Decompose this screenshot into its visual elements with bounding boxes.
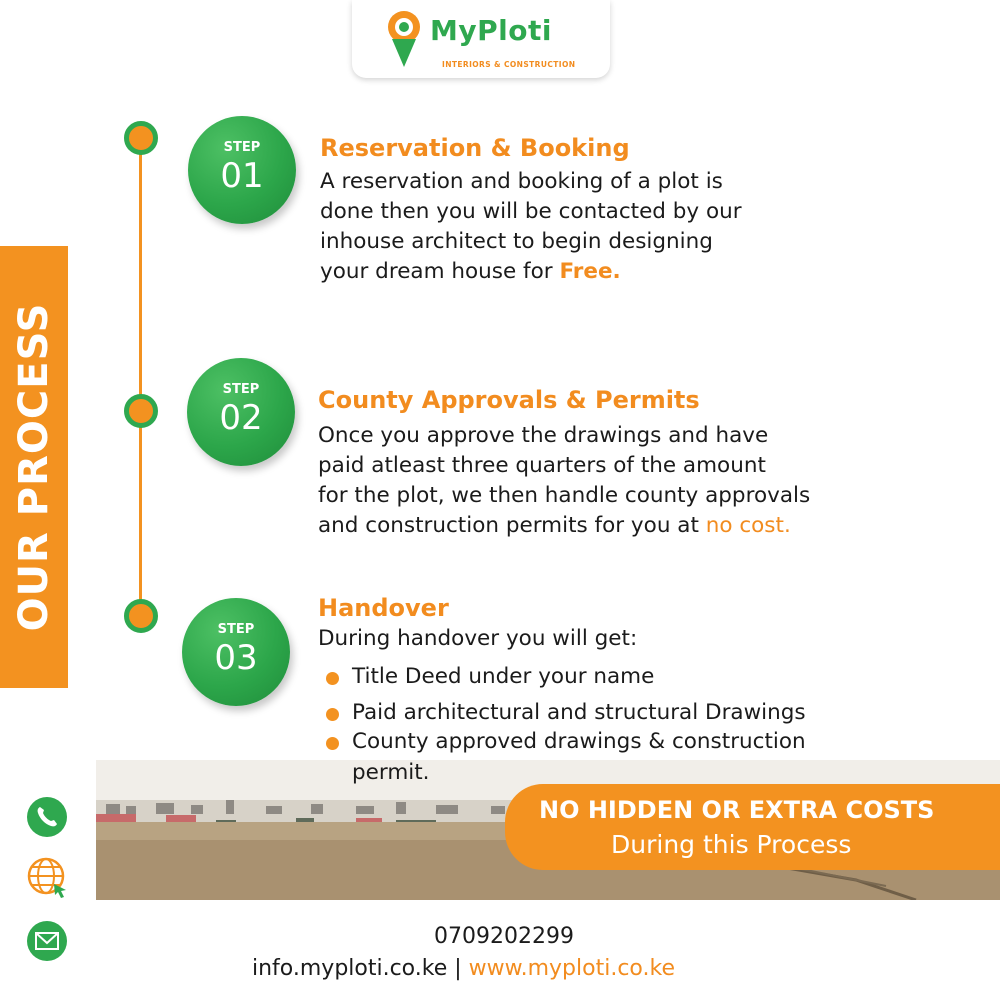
step-title: County Approvals & Permits	[318, 386, 700, 414]
step-badge	[182, 598, 290, 706]
side-title: OUR PROCESS	[11, 302, 57, 632]
bullet-dot	[326, 708, 339, 721]
separator: |	[447, 956, 469, 981]
step-title: Handover	[318, 594, 449, 622]
website-link[interactable]: www.myploti.co.ke	[468, 956, 675, 981]
email-link[interactable]: info.myploti.co.ke	[252, 956, 448, 981]
contact-icon-panel	[0, 760, 96, 1000]
step-text-line: During handover you will get:	[318, 626, 638, 651]
step-text-line: done then you will be contacted by our	[320, 199, 742, 224]
step-text-prefix: your dream house for	[320, 259, 560, 284]
banner-headline: NO HIDDEN OR EXTRA COSTS	[539, 796, 935, 824]
step-text-line: paid atleast three quarters of the amount	[318, 453, 766, 478]
timeline-line	[139, 138, 142, 616]
step-intro	[318, 624, 637, 654]
highlight-no-cost: no cost.	[705, 513, 791, 538]
step-text-line: A reservation and booking of a plot is	[320, 169, 723, 194]
step-number: 01	[220, 156, 264, 196]
step-label: STEP	[222, 382, 260, 397]
bullet-dot	[326, 672, 339, 685]
step-text-line	[318, 511, 810, 541]
globe-icon[interactable]	[26, 856, 68, 898]
bullet-text: Paid architectural and structural Drawings	[352, 700, 806, 725]
timeline-dot	[124, 599, 158, 633]
step-badge	[187, 358, 295, 466]
logo-card	[352, 0, 610, 78]
step-description	[320, 167, 742, 287]
step-text-line: inhouse architect to begin designing	[320, 229, 713, 254]
step-text-line: for the plot, we then handle county approvals	[318, 483, 811, 508]
highlight-free: Free.	[559, 259, 621, 284]
banner-subline: During this Process	[611, 830, 852, 859]
contact-line	[252, 956, 675, 981]
brand-name: MyPloti	[430, 14, 552, 47]
step-label: STEP	[217, 622, 255, 637]
bullet-text: County approved drawings & construction	[352, 729, 806, 754]
step-title: Reservation & Booking	[320, 134, 630, 162]
email-icon[interactable]	[26, 920, 68, 962]
timeline-dot	[124, 121, 158, 155]
phone-number[interactable]: 0709202299	[434, 924, 574, 949]
timeline-dot	[124, 394, 158, 428]
step-description	[318, 421, 810, 541]
step-text-line	[320, 257, 742, 287]
bullet-dot	[326, 737, 339, 750]
step-text-line: Once you approve the drawings and have	[318, 423, 769, 448]
bullet-text: Title Deed under your name	[352, 664, 655, 689]
location-pin-icon	[386, 9, 422, 69]
no-hidden-costs-banner	[505, 784, 1000, 870]
step-label: STEP	[223, 140, 261, 155]
step-text-prefix: and construction permits for you at	[318, 513, 706, 538]
step-number: 02	[219, 398, 263, 438]
bullet-text: permit.	[352, 760, 430, 785]
step-number: 03	[214, 638, 258, 678]
phone-icon[interactable]	[26, 796, 68, 838]
step-badge	[188, 116, 296, 224]
brand-tagline: INTERIORS & CONSTRUCTION	[442, 60, 576, 69]
